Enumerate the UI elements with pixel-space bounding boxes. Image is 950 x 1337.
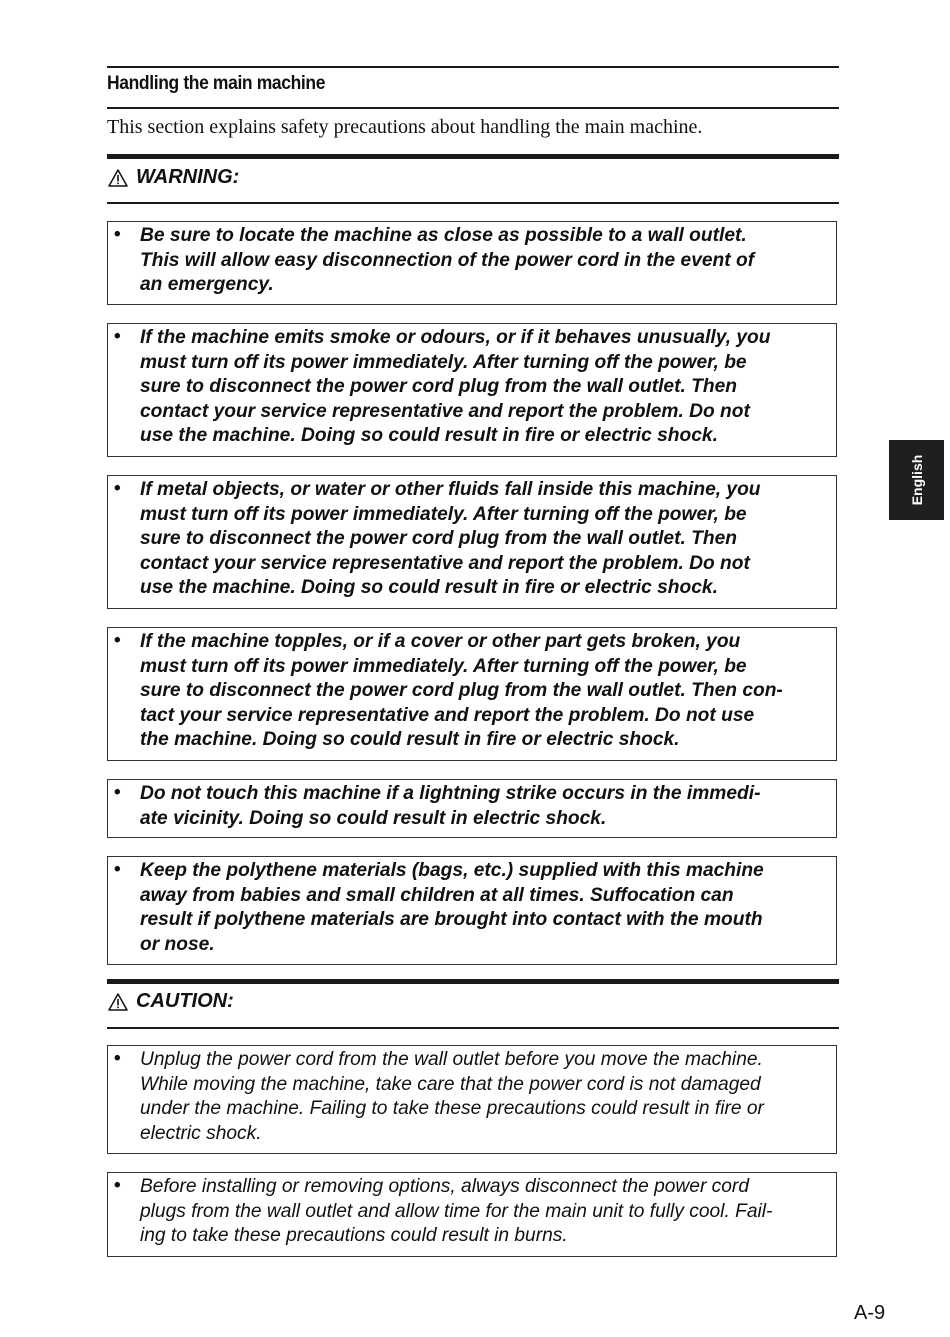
bullet: • [114,782,121,803]
caution-item-box [107,1045,837,1154]
warning-item-text: If metal objects, or water or other fluids fall inside this machine, you must turn off its power immediately. After turning off the power, be sure to disconnect the power cord plug from the wall outlet. Then contact your service representative and report the problem. Do not use the machine. Doing so could result in fire or electric shock. [140,479,761,599]
caution-heading-label: CAUTION: [136,990,234,1012]
warning-item-text: If the machine emits smoke or odours, or if it behaves unusually, you must turn off its power immediately. After turning off the power, be sure to disconnect the power cord plug from the wall outlet. Then contact your service representative and report the problem. Do not use the machine. Doing so could result in fire or electric shock. [140,327,771,447]
page-number: A-9 [854,1302,886,1324]
caution-item-text: Unplug the power cord from the wall outlet before you move the machine. While moving the machine, take care that the power cord is not damaged under the machine. Failing to take these precautions could result in fire or electric shock. [140,1049,764,1144]
warning-item-box [107,779,837,838]
caution-item-text: Before installing or removing options, always disconnect the power cord plugs from the wall outlet and allow time for the main unit to fully cool. Fail- ing to take these precautions could result in burns. [140,1176,773,1247]
bullet: • [114,630,121,651]
caution-top-rule [107,979,839,984]
top-rule [107,66,839,68]
warning-item-text: Keep the polythene materials (bags, etc.) supplied with this machine away from babies and small children at all times. Suffocation can result if polythene materials are brought into contact with the mouth or nose. [140,860,764,955]
warning-triangle-icon [108,169,128,187]
language-side-tab-label: English [908,454,925,506]
caution-heading [108,990,234,1013]
warning-top-rule [107,154,839,159]
bullet: • [114,1175,121,1196]
warning-item-box [107,627,837,761]
warning-item-box [107,856,837,965]
language-side-tab [889,440,944,520]
bullet: • [114,859,121,880]
bullet: • [114,224,121,245]
caution-heading-rule [107,1027,839,1029]
section-title: Handling the main machine [107,73,326,94]
warning-item-box [107,323,837,457]
warning-heading-label: WARNING: [136,166,240,188]
caution-item-box [107,1172,837,1257]
warning-item-text: Do not touch this machine if a lightning strike occurs in the immedi- ate vicinity. Doing so could result in electric shock. [140,783,761,829]
bullet: • [114,478,121,499]
warning-triangle-icon [108,993,128,1011]
warning-item-text: Be sure to locate the machine as close as possible to a wall outlet. This will allow easy disconnection of the power cord in the event of an emergency. [140,225,755,296]
section-intro: This section explains safety precautions about handling the main machine. [107,116,703,138]
warning-heading-rule [107,202,839,204]
warning-item-text: If the machine topples, or if a cover or other part gets broken, you must turn off its power immediately. After turning off the power, be sure to disconnect the power cord plug from the wall outlet. Then con- tact your service representative and report the problem. Do not use the machine. Doing so could result in fire or electric shock. [140,631,783,751]
title-rule [107,107,839,109]
warning-heading [108,166,239,189]
warning-item-box [107,475,837,609]
warning-item-box [107,221,837,305]
bullet: • [114,326,121,347]
bullet: • [114,1048,121,1069]
